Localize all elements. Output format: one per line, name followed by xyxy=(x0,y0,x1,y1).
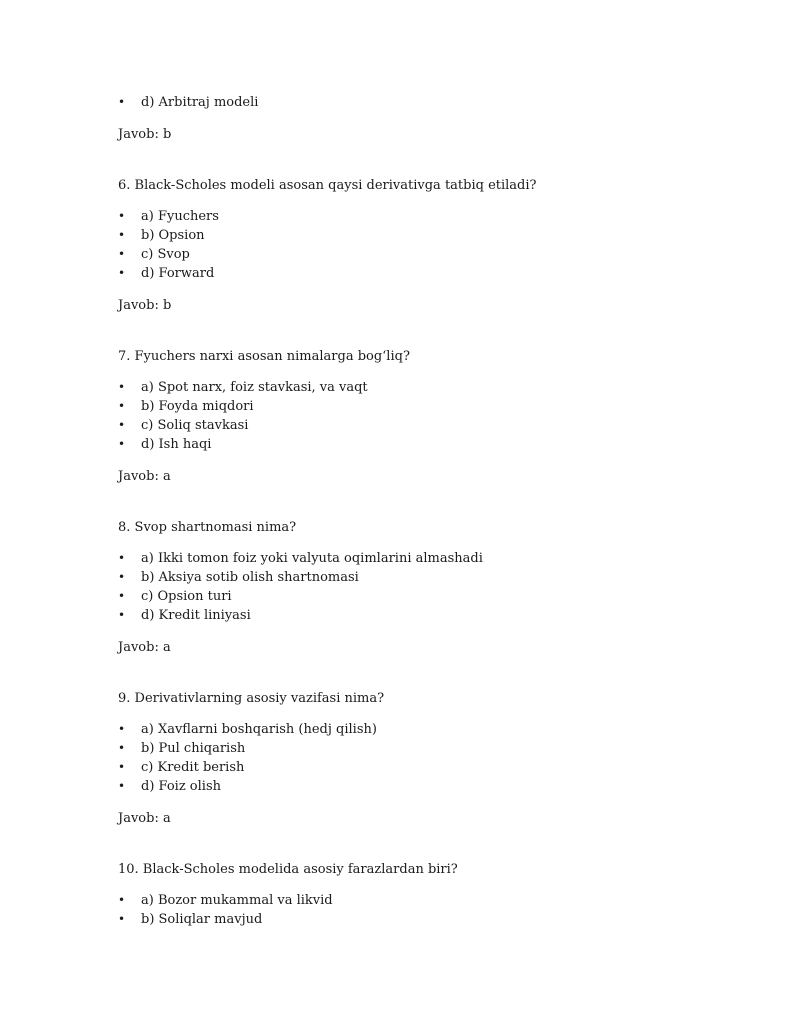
option-text: b) Soliqlar mavjud xyxy=(141,912,263,927)
answer-text: Javob: b xyxy=(118,298,172,313)
option-item xyxy=(118,549,718,568)
option-text: d) Arbitraj modeli xyxy=(141,95,259,110)
options-list xyxy=(118,549,718,625)
question-block xyxy=(118,860,718,929)
question-text: 7. Fyuchers narxi asosan nimalarga bog‘liq? xyxy=(118,349,410,364)
option-item xyxy=(118,207,718,226)
option-text: b) Pul chiqarish xyxy=(141,741,246,756)
option-item xyxy=(118,378,718,397)
option-text: d) Ish haqi xyxy=(141,437,212,452)
bullet-icon: • xyxy=(118,399,126,413)
bullet-icon: • xyxy=(118,418,126,432)
bullet-icon: • xyxy=(118,741,126,755)
option-text: c) Opsion turi xyxy=(141,589,232,604)
option-text: a) Spot narx, foiz stavkasi, va vaqt xyxy=(141,380,368,395)
option-text: c) Soliq stavkasi xyxy=(141,418,249,433)
option-item xyxy=(118,891,718,910)
option-item xyxy=(118,720,718,739)
bullet-icon: • xyxy=(118,551,126,565)
answer-text: Javob: b xyxy=(118,127,172,142)
document-page xyxy=(118,93,718,929)
bullet-icon: • xyxy=(118,760,126,774)
bullet-icon: • xyxy=(118,589,126,603)
question-text: 8. Svop shartnomasi nima? xyxy=(118,520,297,535)
option-item xyxy=(118,264,718,283)
option-text: b) Foyda miqdori xyxy=(141,399,254,414)
option-text: d) Forward xyxy=(141,266,215,281)
question-text: 9. Derivativlarning asosiy vazifasi nima? xyxy=(118,691,385,706)
lead-options-list xyxy=(118,93,718,112)
option-text: a) Ikki tomon foiz yoki valyuta oqimlarini almashadi xyxy=(141,551,483,566)
option-item xyxy=(118,606,718,625)
option-item xyxy=(118,910,718,929)
bullet-icon: • xyxy=(118,247,126,261)
option-item xyxy=(118,758,718,777)
bullet-icon: • xyxy=(118,95,126,109)
answer-text: Javob: a xyxy=(118,640,171,655)
option-text: d) Kredit liniyasi xyxy=(141,608,251,623)
answer-text: Javob: a xyxy=(118,469,171,484)
option-text: a) Xavflarni boshqarish (hedj qilish) xyxy=(141,722,377,737)
bullet-icon: • xyxy=(118,570,126,584)
bullet-icon: • xyxy=(118,893,126,907)
options-list xyxy=(118,891,718,929)
bullet-icon: • xyxy=(118,266,126,280)
option-text: b) Opsion xyxy=(141,228,205,243)
options-list xyxy=(118,207,718,283)
question-block xyxy=(118,518,718,657)
answer-text: Javob: a xyxy=(118,811,171,826)
bullet-icon: • xyxy=(118,228,126,242)
question-block xyxy=(118,176,718,315)
option-item xyxy=(118,568,718,587)
option-item xyxy=(118,416,718,435)
option-text: d) Foiz olish xyxy=(141,779,221,794)
question-block xyxy=(118,689,718,828)
option-text: c) Kredit berish xyxy=(141,760,245,775)
option-text: a) Bozor mukammal va likvid xyxy=(141,893,333,908)
option-item xyxy=(118,587,718,606)
option-item xyxy=(118,777,718,796)
option-item xyxy=(118,397,718,416)
question-text: 10. Black-Scholes modelida asosiy farazlardan biri? xyxy=(118,862,458,877)
bullet-icon: • xyxy=(118,722,126,736)
option-item xyxy=(118,435,718,454)
bullet-icon: • xyxy=(118,380,126,394)
bullet-icon: • xyxy=(118,608,126,622)
option-text: a) Fyuchers xyxy=(141,209,219,224)
option-item xyxy=(118,93,718,112)
bullet-icon: • xyxy=(118,912,126,926)
bullet-icon: • xyxy=(118,437,126,451)
bullet-icon: • xyxy=(118,779,126,793)
option-item xyxy=(118,226,718,245)
question-block xyxy=(118,347,718,486)
options-list xyxy=(118,720,718,796)
option-item xyxy=(118,245,718,264)
option-text: c) Svop xyxy=(141,247,190,262)
option-item xyxy=(118,739,718,758)
bullet-icon: • xyxy=(118,209,126,223)
option-text: b) Aksiya sotib olish shartnomasi xyxy=(141,570,359,585)
question-text: 6. Black-Scholes modeli asosan qaysi derivativga tatbiq etiladi? xyxy=(118,178,537,193)
options-list xyxy=(118,378,718,454)
